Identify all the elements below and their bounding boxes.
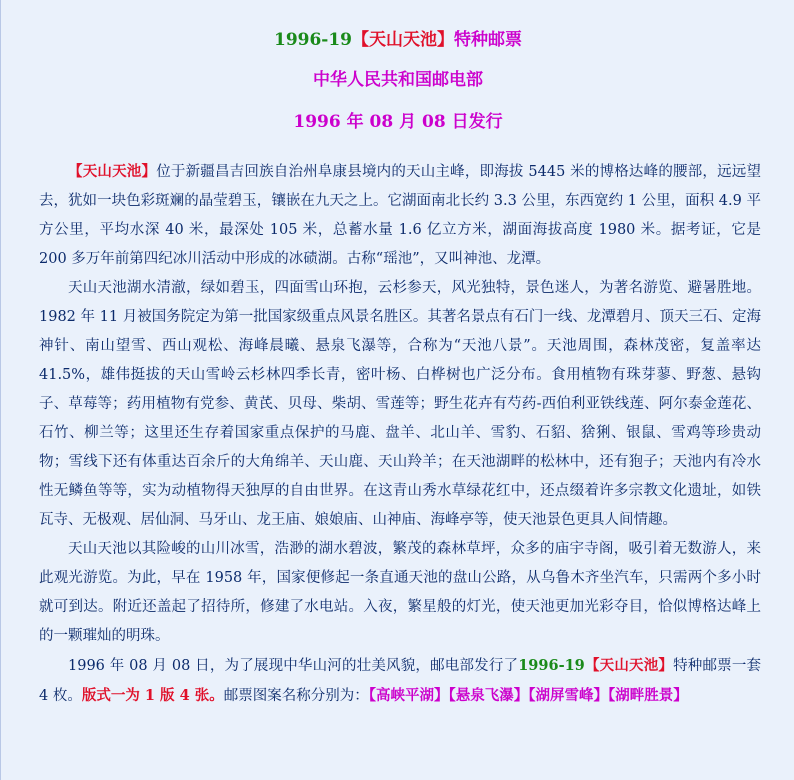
issue-code: 1996-19 <box>273 30 353 50</box>
paragraph-3: 天山天池以其险峻的山川冰雪，浩渺的湖水碧波，繁茂的森林草坪，众多的庙宇寺阁，吸引着无数游人，来此观光游览。为此，早在 1958 年，国家便修起一条直通天池的盘山公路，从乌鲁木齐坐汽车，只需两个多小时就可到达。附近还盖起了招待所，修建了水电站。入夜，繁星般的灯光，使天池更加光彩夺目，恰似博格达峰上的一颗璀灿的明珠。 <box>39 541 761 644</box>
paragraph-2: 天山天池湖水清澈，绿如碧玉，四面雪山环抱，云杉参天，风光独特，景色迷人，为著名游览、避暑胜地。1982 年 11 月被国务院定为第一批国家级重点风景名胜区。其著名景点有石门一线、龙潭碧月、顶天三石、定海神针、南山望雪、西山观松、海峰晨曦、悬泉飞瀑等，合称为“天池八景”。天池周围，森林茂密，复盖率达 41.5%，雄伟挺拔的天山雪岭云杉林四季长青，密叶杨、白桦树也广泛分布。食用植物有珠芽蓼、野葱、悬钩子、草莓等；药用植物有党参、黄芪、贝母、柴胡、雪莲等；野生花卉有芍药-西伯利亚铁线莲、阿尔泰金莲花、石竹、柳兰等；这里还生存着国家重点保护的马鹿、盘羊、北山羊、雪豹、石貂、猞猁、银鼠、雪鸡等珍贵动物；雪线下还有体重达百余斤的大角绵羊、天山鹿、天山羚羊；在天池湖畔的松林中，还有狍子；天池内有冷水性无鳞鱼等等，实为动植物得天独厚的自由世界。在这青山秀水草绿花红中，还点缀着许多宗教文化遗址，如铁瓦寺、无极观、居仙洞、马牙山、龙王庙、娘娘庙、山神庙、海峰亭等，使天池景色更具人间情趣。 <box>39 280 761 528</box>
publisher-line: 中华人民共和国邮电部 <box>313 70 483 90</box>
article-body <box>39 157 761 711</box>
paragraph-4-code: 1996-19 <box>518 657 585 674</box>
paragraph-4-mid: 特种邮票一套 4 枚。 <box>39 658 762 704</box>
paragraph-4-format: 版式一为 1 版 4 张。 <box>81 687 224 704</box>
issue-title-line <box>1 32 794 49</box>
paragraph-4-name: 【天山天池】 <box>584 657 674 674</box>
issue-date-line: 1996 年 08 月 08 日发行 <box>293 112 503 132</box>
paragraph-4 <box>39 651 761 711</box>
paragraph-4-post: 邮票图案名称分别为： <box>223 688 369 704</box>
issue-type: 特种邮票 <box>454 30 523 50</box>
paragraph-1 <box>39 157 761 274</box>
issue-name: 【天山天池】 <box>352 30 455 50</box>
paragraph-1-tag: 【天山天池】 <box>68 163 157 180</box>
paragraph-4-pre: 1996 年 08 月 08 日，为了展现中华山河的壮美风貌，邮电部发行了 <box>68 658 519 674</box>
paragraph-1-text: 位于新疆昌吉回族自治州阜康县境内的天山主峰，即海拔 5445 米的博格达峰的腰部，远远望去，犹如一块色彩斑斓的晶莹碧玉，镶嵌在九天之上。它湖面南北长约 3.3 公里，东西宽约 1 公里，面积 4.9 平方公里，平均水深 40 米，最深处 105 米，总蓄水量 1.6 亿立方米，湖面海拔高度 1980 米。据考证，它是 200 多万年前第四纪冰川活动中形成的冰碛湖。古称“瑶池”，又叫神池、龙潭。 <box>39 164 761 267</box>
paragraph-4-designs: 【高峡平湖】【悬泉飞瀑】【湖屏雪峰】【湖畔胜景】 <box>368 687 688 704</box>
right-edge-bar <box>788 0 794 780</box>
